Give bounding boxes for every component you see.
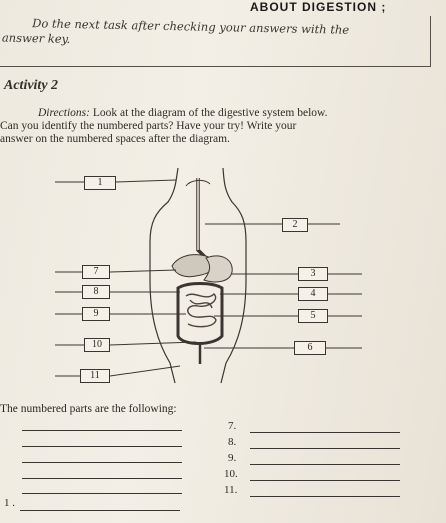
answer-line-2[interactable] <box>22 446 182 447</box>
answer-line-6[interactable] <box>20 510 180 511</box>
directions-line-2: Can you identify the numbered parts? Have your try! Write your <box>0 120 297 132</box>
answer-line-4[interactable] <box>22 478 182 479</box>
answer-number-7: 7. <box>228 420 237 432</box>
diagram-label-9: 9 <box>82 307 110 321</box>
answer-line-10[interactable] <box>250 480 400 481</box>
diagram-label-10: 10 <box>84 338 110 352</box>
directions-line-3: answer on the numbered spaces after the diagram. <box>0 133 230 145</box>
diagram-label-8: 8 <box>82 285 110 299</box>
answer-number-10: 10. <box>224 468 238 480</box>
answer-line-8[interactable] <box>250 448 400 449</box>
answer-number-9: 9. <box>228 452 237 464</box>
activity-title: Activity 2 <box>4 78 59 93</box>
answer-line-5[interactable] <box>22 493 182 494</box>
diagram-label-1: 1 <box>84 176 116 190</box>
diagram-label-2: 2 <box>282 218 308 232</box>
directions-paragraph <box>0 107 440 146</box>
diagram-label-5: 5 <box>298 309 328 323</box>
answer-number-8: 8. <box>228 436 237 448</box>
diagram-label-11: 11 <box>80 369 110 383</box>
answers-intro: The numbered parts are the following: <box>0 403 177 415</box>
instructions-line-2: answer key. <box>1 30 71 46</box>
answer-line-3[interactable] <box>22 462 182 463</box>
diagram-label-6: 6 <box>294 341 326 355</box>
diagram-label-7: 7 <box>82 265 110 279</box>
esophagus <box>198 178 206 258</box>
answer-number-11: 11. <box>224 484 238 496</box>
answer-line-1[interactable] <box>22 430 182 431</box>
diagram-label-3: 3 <box>298 267 328 281</box>
instructions-line-1: Do the next task after checking your answers with the <box>32 16 350 37</box>
directions-line-1 <box>0 107 440 120</box>
digestive-system-diagram <box>0 168 446 393</box>
directions-label: Directions: <box>38 107 90 119</box>
answer-number-partial: 1 . <box>4 497 15 509</box>
small-intestine <box>186 294 216 327</box>
directions-text-1: Look at the diagram of the digestive system below. <box>89 107 328 119</box>
answer-line-9[interactable] <box>250 464 400 465</box>
answer-line-7[interactable] <box>250 432 400 433</box>
header-topic: ABOUT DIGESTION ; <box>250 0 387 14</box>
answer-line-11[interactable] <box>250 496 400 497</box>
diagram-label-4: 4 <box>298 287 328 301</box>
